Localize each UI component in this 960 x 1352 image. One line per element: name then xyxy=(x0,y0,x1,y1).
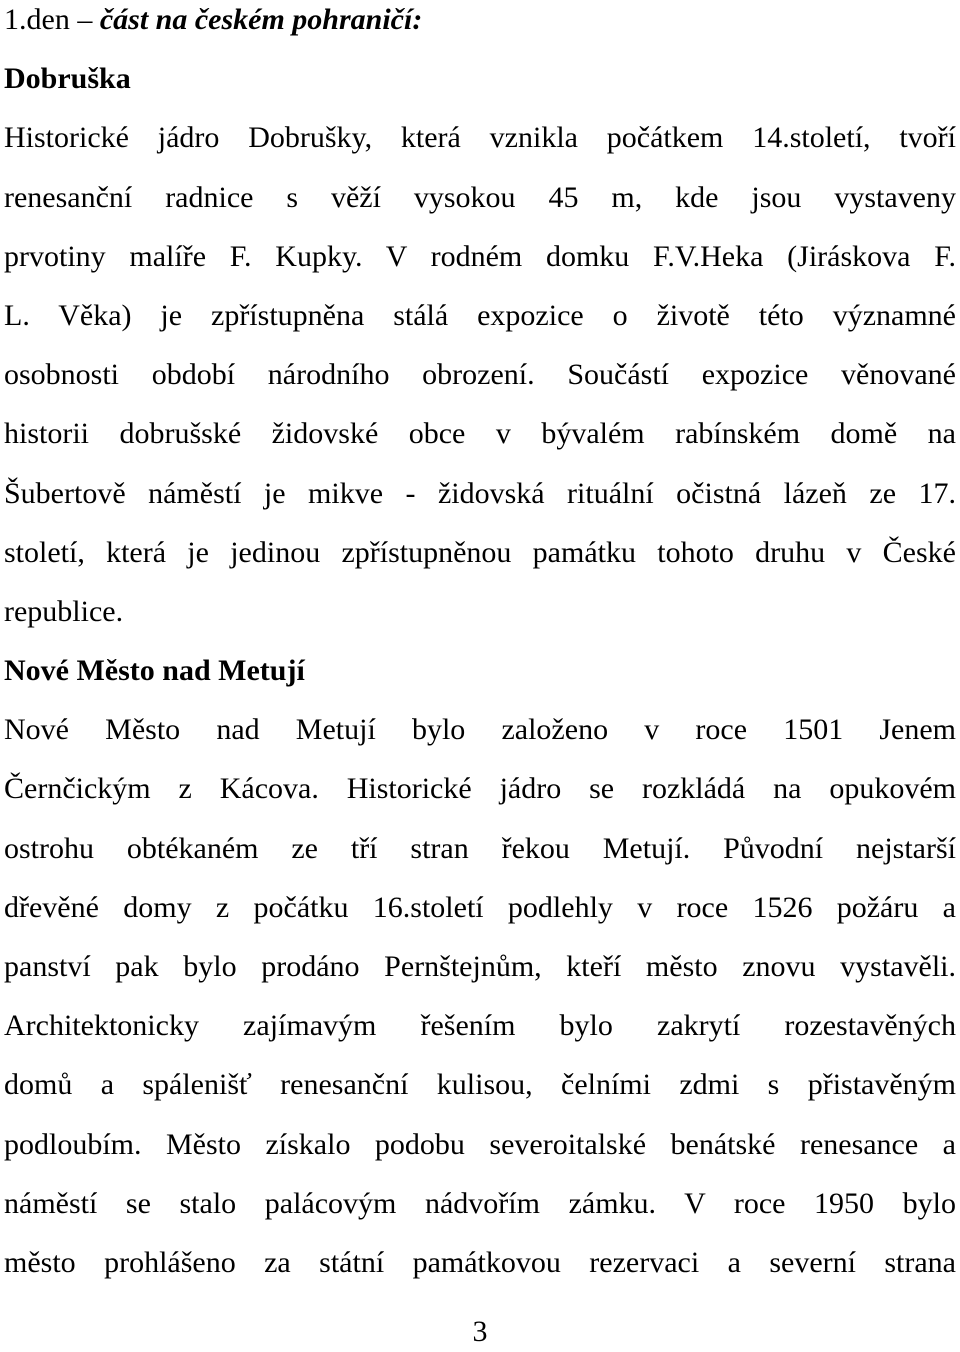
paragraph-line: náměstí se stalo palácovým nádvořím zámku. V roce 1950 bylo xyxy=(4,1186,956,1220)
section-title-nove-mesto: Nové Město nad Metují xyxy=(4,654,305,688)
paragraph-line: ostrohu obtékaném ze tří stran řekou Metují. Původní nejstarší xyxy=(4,831,956,865)
paragraph-line: historii dobrušské židovské obce v bývalém rabínském domě na xyxy=(4,417,956,451)
paragraph-line: L. Věka) je zpřístupněna stálá expozice o životě této významné xyxy=(4,298,956,332)
paragraph-line: domů a spálenišť renesanční kulisou, čelními zdmi s přistavěným xyxy=(4,1068,956,1102)
paragraph-line: republice. xyxy=(4,594,124,628)
paragraph-line: Šubertově náměstí je mikve - židovská rituální očistná lázeň ze 17. xyxy=(4,476,956,510)
paragraph-line: podloubím. Město získalo podobu severoitalské benátské renesance a xyxy=(4,1127,956,1161)
paragraph-line: renesanční radnice s věží vysokou 45 m, kde jsou vystaveny xyxy=(4,180,956,214)
day-heading-prefix: 1.den – xyxy=(4,3,100,36)
paragraph-line: Černčickým z Kácova. Historické jádro se rozkládá na opukovém xyxy=(4,772,956,806)
day-heading-subtitle: část na českém pohraničí: xyxy=(99,3,423,36)
section-title-dobruska: Dobruška xyxy=(4,62,131,96)
day-heading xyxy=(4,0,956,49)
paragraph-line: prvotiny malíře F. Kupky. V rodném domku F.V.Heka (Jiráskova F. xyxy=(4,239,956,273)
paragraph-line: osobnosti období národního obrození. Součástí expozice věnované xyxy=(4,358,956,392)
document-body xyxy=(4,0,956,1292)
paragraph-line: Nové Město nad Metují bylo založeno v roce 1501 Jenem xyxy=(4,713,956,747)
paragraph-line: Historické jádro Dobrušky, která vznikla počátkem 14.století, tvoří xyxy=(4,121,956,155)
paragraph-line: století, která je jedinou zpřístupněnou památku tohoto druhu v České xyxy=(4,535,956,569)
paragraph-line: město prohlášeno za státní památkovou rezervaci a severní strana xyxy=(4,1245,956,1279)
paragraph-line: Architektonicky zajímavým řešením bylo zakrytí rozestavěných xyxy=(4,1009,956,1043)
paragraph-line: dřevěné domy z počátku 16.století podlehly v roce 1526 požáru a xyxy=(4,890,956,924)
paragraph-line: panství pak bylo prodáno Pernštejnům, kteří město znovu vystavěli. xyxy=(4,950,956,983)
page-number: 3 xyxy=(472,1315,488,1348)
